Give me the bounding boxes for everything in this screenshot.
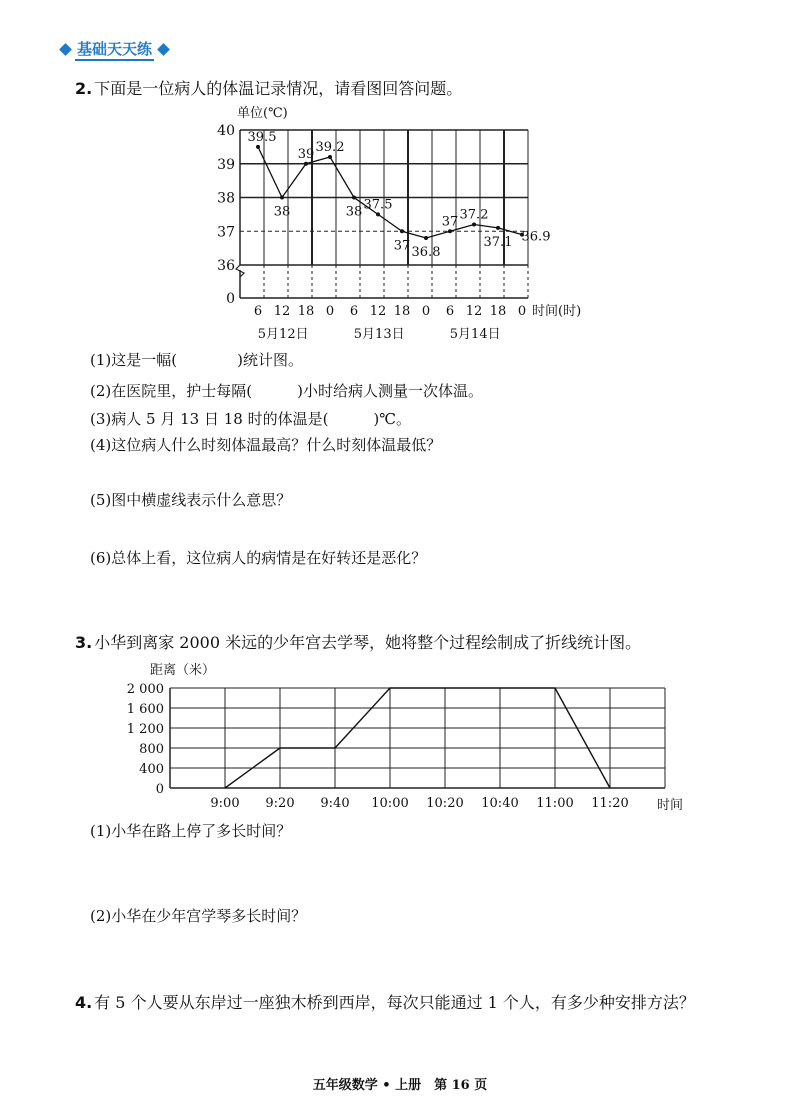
section-tag-label: 基础天天练 — [75, 38, 154, 61]
x-tick-label: 18 — [393, 304, 411, 319]
q3-sub-1: (1)小华在路上停了多长时间？ — [90, 822, 292, 840]
q3-text: 小华到离家 2000 米远的少年宫去学琴，她将整个过程绘制成了折线统计图。 — [94, 633, 642, 652]
data-point — [328, 155, 332, 159]
data-point — [496, 226, 500, 230]
diamond-icon — [157, 43, 170, 56]
y-tick-label: 2 000 — [126, 682, 164, 697]
data-point — [256, 145, 260, 149]
data-label: 37.2 — [459, 207, 489, 223]
q4-number: 4. — [75, 993, 93, 1012]
y-axis-label: 单位(℃) — [237, 106, 288, 121]
data-point — [280, 196, 284, 200]
y-tick-label: 39 — [217, 156, 235, 173]
data-label: 38 — [273, 204, 291, 220]
x-tick-label: 11:00 — [536, 796, 574, 811]
q2-sub-1: (1)这是一幅( )统计图。 — [90, 351, 303, 369]
data-label: 39.5 — [247, 129, 277, 145]
q2-title — [75, 76, 462, 99]
x-tick-label: 12 — [465, 304, 483, 319]
diamond-icon — [59, 43, 72, 56]
q3-title — [75, 630, 641, 653]
q4-text: 有 5 个人要从东岸过一座独木桥到西岸，每次只能通过 1 个人，有多少种安排方法？ — [94, 993, 695, 1012]
x-tick-label: 0 — [325, 304, 335, 319]
data-point — [304, 162, 308, 166]
x-tick-label: 11:20 — [591, 796, 629, 811]
data-label: 37.5 — [363, 197, 393, 213]
data-point — [376, 212, 380, 216]
distance-series-line — [225, 688, 610, 788]
data-label: 37.1 — [483, 234, 513, 250]
data-point — [424, 236, 428, 240]
x-tick-label: 6 — [445, 304, 455, 319]
x-tick-label: 6 — [253, 304, 263, 319]
data-label: 36.8 — [411, 245, 441, 260]
q2-number: 2. — [75, 79, 93, 98]
data-point — [400, 229, 404, 233]
x-tick-label: 0 — [517, 304, 527, 319]
data-point — [472, 223, 476, 227]
y-axis-label: 距离（米） — [150, 663, 216, 678]
q2-sub-5: (5)图中横虚线表示什么意思？ — [90, 491, 292, 509]
q3-sub-2: (2)小华在少年宫学琴多长时间？ — [90, 907, 307, 925]
date-label: 5月14日 — [449, 327, 501, 342]
y-tick-label: 37 — [217, 224, 235, 241]
y-tick-label: 38 — [217, 190, 235, 207]
page-footer: 五年级数学 • 上册 第 16 页 — [312, 1078, 488, 1093]
q2-sub-3: (3)病人 5 月 13 日 18 时的体温是( )℃。 — [90, 410, 412, 428]
data-label: 37 — [393, 238, 411, 254]
y-tick-label: 0 — [226, 291, 235, 307]
x-tick-label: 9:00 — [210, 796, 240, 811]
section-tag — [58, 38, 171, 60]
y-tick-label: 36 — [217, 258, 235, 274]
y-tick-label: 400 — [139, 762, 164, 777]
data-point — [352, 196, 356, 200]
x-tick-label: 12 — [369, 304, 387, 319]
date-label: 5月13日 — [353, 327, 405, 342]
x-tick-label: 6 — [349, 304, 359, 319]
y-tick-label: 40 — [217, 123, 235, 139]
x-tick-label: 18 — [489, 304, 507, 319]
temperature-line-chart — [200, 98, 620, 348]
q3-number: 3. — [75, 633, 93, 652]
distance-line-chart — [100, 652, 700, 817]
y-tick-label: 800 — [139, 742, 164, 757]
y-tick-label: 1 600 — [126, 702, 164, 717]
x-tick-label: 9:40 — [320, 796, 350, 811]
q2-sub-2: (2)在医院里，护士每隔( )小时给病人测量一次体温。 — [90, 382, 483, 400]
x-tick-label: 0 — [421, 304, 431, 319]
y-tick-label: 0 — [155, 782, 164, 797]
x-tick-label: 12 — [273, 304, 291, 319]
y-tick-label: 1 200 — [126, 722, 164, 737]
x-tick-label: 9:20 — [265, 796, 295, 811]
x-tick-label: 10:20 — [426, 796, 464, 811]
x-tick-label: 18 — [297, 304, 315, 319]
data-label: 38 — [345, 204, 363, 220]
q2-sub-6: (6)总体上看，这位病人的病情是在好转还是恶化？ — [90, 549, 427, 567]
x-tick-label: 10:00 — [371, 796, 409, 811]
x-axis-label: 时间 — [657, 798, 684, 813]
date-label: 5月12日 — [257, 327, 309, 342]
x-axis-label: 时间(时) — [532, 304, 582, 319]
data-label: 39.2 — [315, 140, 345, 155]
data-point — [448, 229, 452, 233]
data-label: 36.9 — [521, 229, 551, 245]
q2-sub-4: (4)这位病人什么时刻体温最高？什么时刻体温最低？ — [90, 436, 442, 454]
data-label: 37 — [441, 214, 459, 230]
data-label: 39 — [297, 146, 315, 162]
q4-title — [75, 990, 695, 1013]
q2-text: 下面是一位病人的体温记录情况，请看图回答问题。 — [94, 79, 463, 98]
x-tick-label: 10:40 — [481, 796, 519, 811]
